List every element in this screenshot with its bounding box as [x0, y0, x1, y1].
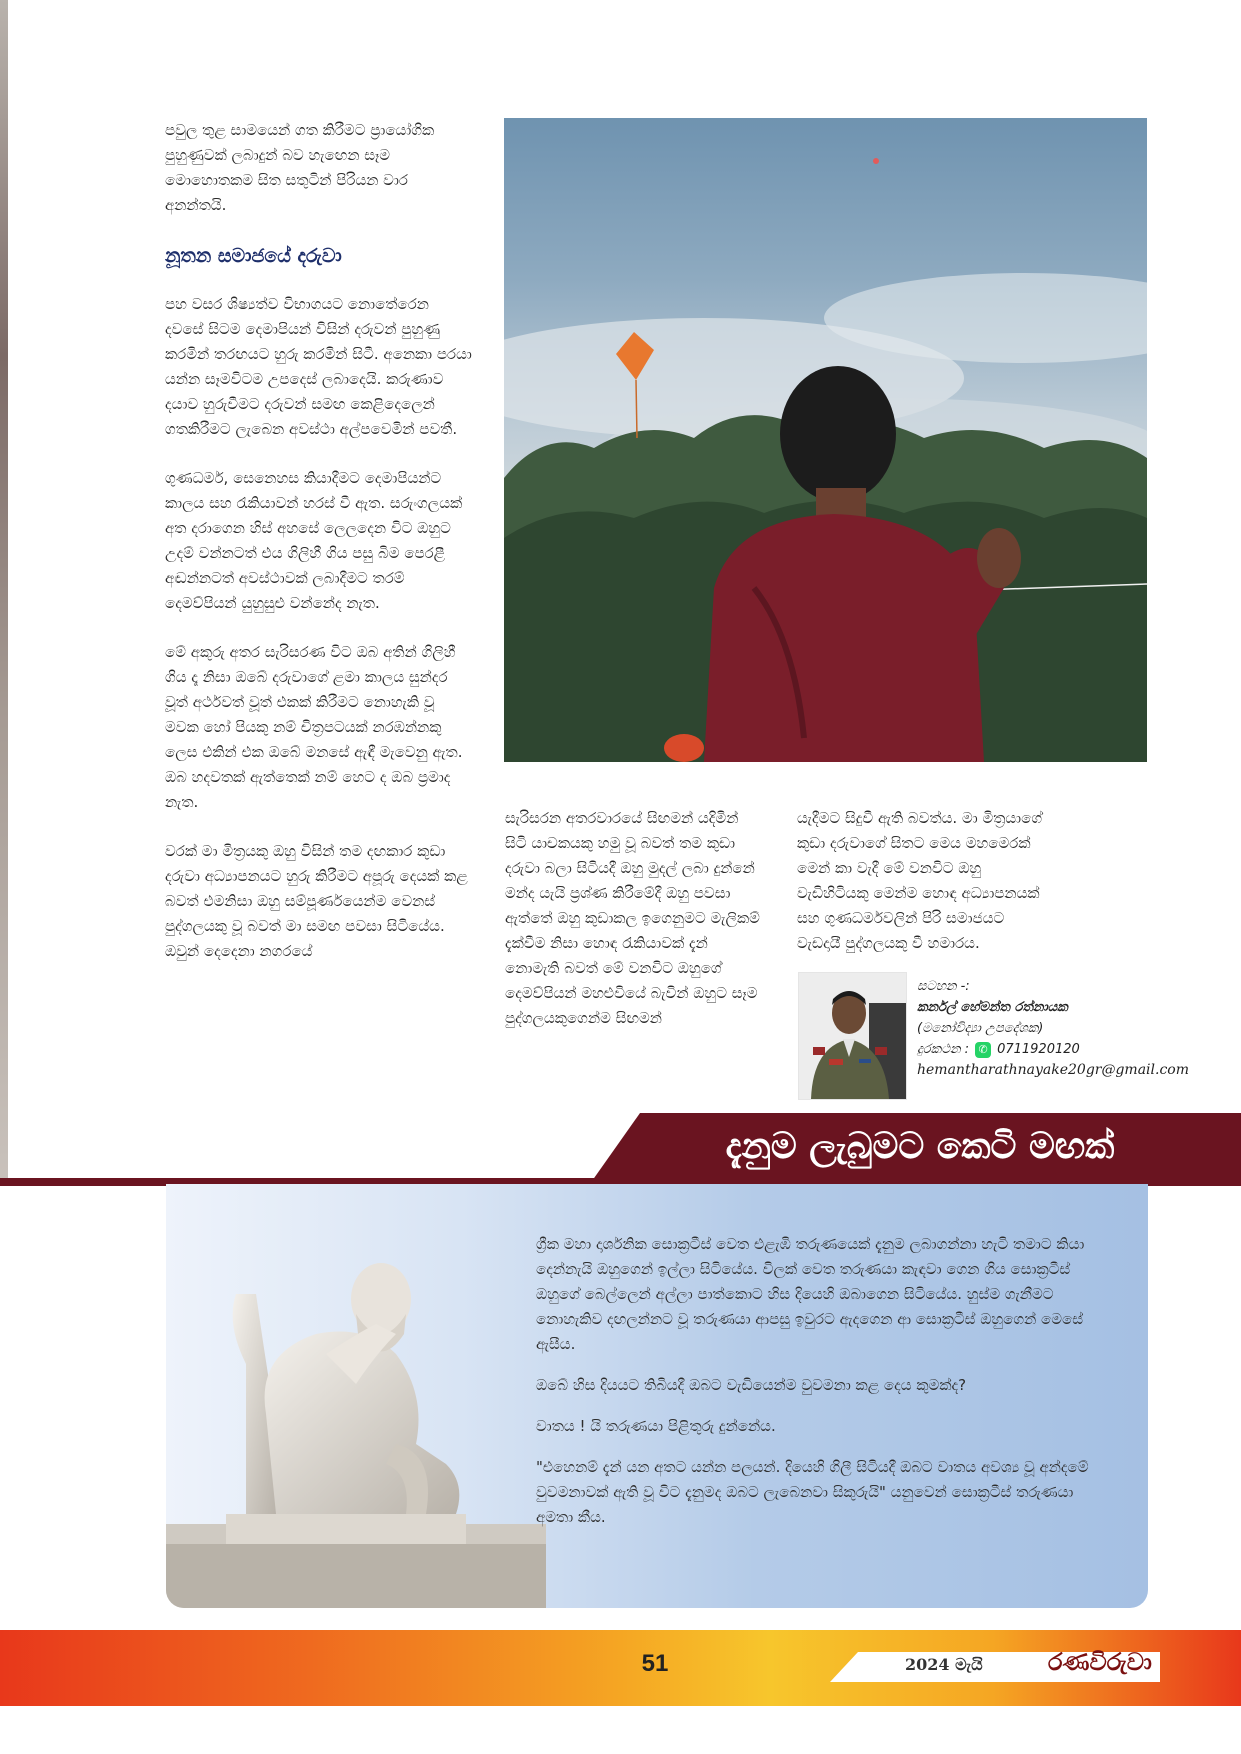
left-paragraph-4: මේ අකුරු අතර සැරිසරණ විට ඔබ අතින් ගිලිහී ගිය දෑ නිසා ඔබේ දරුවාගේ ළමා කාලය සුන්දර වූත් අර්ථවත් වූත් එකක් කිරීමට නොහැකි වූ මවක හෝ පියකු නම් චිත්‍රපටයක් නරඹන්නකු ලෙස එකින් එක ඔබේ මනසේ ඇඳී මැවෙනු ඇත. ඔබ හදවතක් ඇත්තෙක් නම් හෙට ද ඔබ ප්‍රමාද නැත. [165, 643, 463, 811]
left-paragraph-1: පවුල තුළ සාමයෙන් ගත කිරීමට ප්‍රායෝගික පුහුණුවක් ලබාදුන් බව හැඟෙන සෑම මොහොතකම සිත සතුටින් පිරියන වාර අනන්තයි. [165, 121, 435, 214]
author-email: hemantharathnayake20gr@gmail.com [917, 1062, 1190, 1078]
left-paragraph-5: වරක් මා මිත්‍රයකු ඔහු විසින් තම දඟකාර කුඩා දරුවා අධ්‍යාපනයට හුරු කිරීමට අපූරු දෙයක් කළ බවත් එමනිසා ඔහු සම්පූර්ණයෙන්ම වෙනස් පුද්ගලයකු වූ බවත් මා සමඟ පවසා සිටියේය. ඔවුන් දෙදෙනා නගරයේ [165, 842, 468, 960]
socrates-statue-image [166, 1184, 546, 1608]
left-text-column [165, 118, 472, 988]
story-paragraph-2: ඔබේ හිස දියයට තිබියදී ඔබට වැඩියෙන්ම වුවමනා කළ දෙය කුමක්ද? [536, 1376, 967, 1394]
story-text [536, 1232, 1106, 1546]
phone-label: දුරකථන : [917, 1042, 970, 1057]
story-paragraph-1: ග්‍රීක මහා දාර්ශනික සොක්‍රටීස් වෙත එළැඹි තරුණයෙක් දැනුම ලබාගන්නා හැටි තමාට කියා දෙන්නැයි ඔහුගෙන් ඉල්ලා සිටියේය. විලක් වෙත තරුණයා කැඳවා ගෙන ගිය සොක්‍රටීස් ඔහුගේ බෙල්ලෙන් අල්ලා පාත්කොට හිස දියෙහි ඔබාගෙන සිටියේය. හුස්ම ගැනීමට නොහැකිව දඟලන්නට වූ තරුණයා ආපසු ඉවුරට ඇදගෙන ආ සොක්‍රටීස් ඔහුගෙන් මෙසේ ඇසීය. [536, 1235, 1085, 1353]
whatsapp-icon: ✆ [975, 1042, 991, 1058]
left-paragraph-2: පහ වසර ශිෂ්‍යත්ව විභාගයට නොතේරෙන දවසේ සිටම දෙමාපියන් විසින් දරුවන් පුහුණු කරමින් තරඟයට හුරු කරමින් සිටී. අනෙකා පරයා යන්න සෑමවිටම උපදෙස් ලබාදෙයි. කරුණාව දයාව හුරුවීමට දරුවන් සමඟ කෙළිදෙලෙන් ගතකිරීමට ලැබෙන අවස්ථා අල්පවෙමින් පවතී. [165, 295, 472, 438]
author-portrait [798, 972, 907, 1100]
right-text-column [797, 806, 1052, 980]
page-number: 51 [641, 1650, 669, 1677]
author-byline [917, 976, 1190, 1081]
story-paragraph-4: "එහෙනම් දැන් යන අතට යන්න පලයන්. දියෙහි ගිලී සිටියදී ඔබට වාතය අවශ්‍ය වූ අන්දමේ වුවමනාවක් ඇති වූ විට දැනුමද ඔබට ලැබෙනවා සිකුරුයි" යනුවෙන් සොක්‍රටීස් තරුණයා අමතා කීය. [536, 1458, 1089, 1526]
left-paragraph-3: ගුණධර්ම, සෙනෙහස කියාදීමට දෙමාපියන්ට කාලය සහ රැකියාවන් හරස් වී ඇත. සරුංගලයක් අත දරාගෙන හිස් අහසේ ලෙලදෙන විට ඔහුට උදම් වන්නටත් එය ගිලිහී ගිය පසු බිම පෙරළී අඬන්නටත් අවස්ථාවක් ලබාදීමට තරම් දෙමව්පියන් යුහුසුළු වන්නේද නැත. [165, 469, 463, 612]
author-phone: 0711920120 [997, 1042, 1080, 1057]
middle-paragraph-1: සැරිසරන අතරවාරයේ සිඟමන් යදිමින් සිටි යාචකයකු හමු වූ බවත් තම කුඩා දරුවා බලා සිටියදී ඔහු මුදල් ලබා දුන්නේ මන්ද යැයි ප්‍රශ්ණ කිරීමේදී ඔහු පවසා ඇත්තේ ඔහු කුඩාකල ඉගෙනුමට මැලිකම් දැක්වීම නිසා හොඳ රැකියාවක් දැන් නොමැති බවත් මේ වනවිට ඔහුගේ දෙමව්පියන් මහළුවියේ බැවින් ඔහුට සෑම පුද්ගලයකුගෙන්ම සිඟමන් [505, 809, 760, 1027]
middle-text-column [505, 806, 760, 1055]
boy-flying-kite-photo [504, 118, 1147, 762]
banner-title: දැනුම ලැබුමට කෙටි මඟක් [725, 1126, 1115, 1167]
kite-photo-illustration [504, 118, 1147, 762]
author-role: (මනෝවිද්‍යා උපදේශක) [917, 1021, 1044, 1036]
section-subhead: නූතන සමාජයේ දරුවා [165, 245, 342, 267]
author-name: කර්නල් හේමන්ත රත්නායක [917, 1000, 1068, 1015]
right-paragraph-1: යැදීමට සිදුවී ඇති බවත්ය. මා මිත්‍රයාගේ කුඩා දරුවාගේ සිතට මෙය මහමෙරක් මෙන් කා වැදී මේ වනවිට ඔහු වැඩිහිටියකු මෙන්ම හොඳ අධ්‍යාපනයක් සහ ගුණධර්මවලින් පිරි සමාජයට වැඩදායී පුද්ගලයකු වී හමාරය. [797, 809, 1043, 952]
author-phone-row [917, 1039, 1167, 1060]
issue-date: 2024 මැයි [905, 1655, 983, 1674]
page-edge-strip [0, 0, 8, 1185]
byline-label: සටහන -: [917, 979, 970, 994]
magazine-masthead: රණවිරුවා [1048, 1648, 1152, 1676]
story-paragraph-3: වාතය ! යි තරුණයා පිළිතුරු දුන්නේය. [536, 1417, 776, 1435]
